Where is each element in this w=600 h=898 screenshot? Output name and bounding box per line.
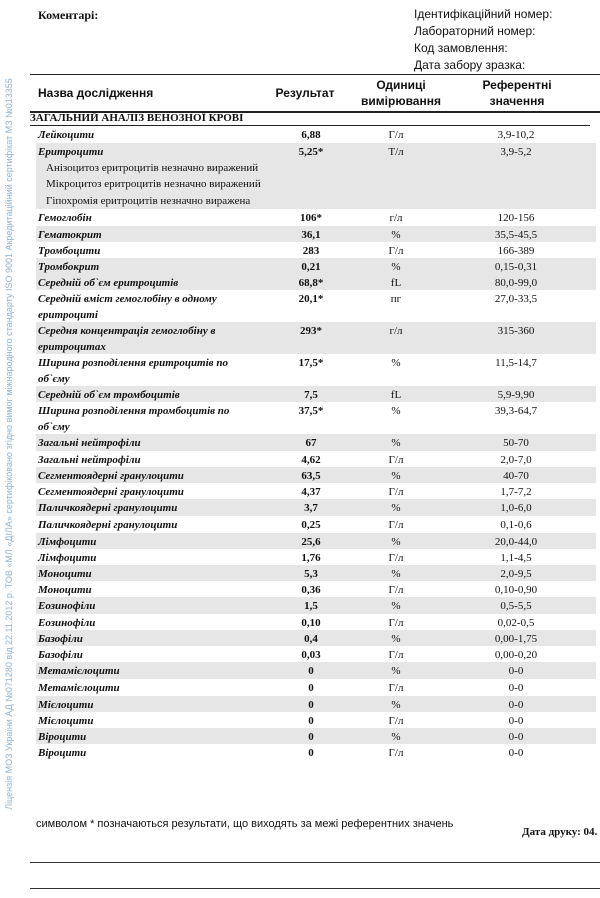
test-result: 67 bbox=[305, 437, 317, 449]
table-row bbox=[36, 679, 596, 696]
test-name: Сегментоядерні гранулоцити bbox=[38, 470, 184, 482]
test-reference: 1,1-4,5 bbox=[500, 552, 532, 564]
license-side-text: Ліцензія МОЗ України АД №071280 від 22.11.2012 р. ТОВ «МЛ «ДІЛА» сертифіковано згідно вимог міжнародного стандарту ISO 9001 Акредитаційний сертифікат МЗ №013355 bbox=[4, 78, 14, 810]
test-result: 0 bbox=[308, 699, 314, 711]
test-unit: fL bbox=[390, 277, 402, 289]
test-unit: Г/л bbox=[388, 552, 404, 564]
table-row bbox=[36, 322, 596, 354]
test-result: 293* bbox=[300, 325, 322, 337]
table-row bbox=[36, 467, 596, 483]
test-unit: Т/л bbox=[388, 146, 404, 158]
test-result: 3,7 bbox=[304, 502, 318, 514]
table-row bbox=[36, 386, 596, 402]
print-date: Дата друку: 04. bbox=[522, 826, 598, 838]
test-reference: 3,9-10,2 bbox=[497, 129, 535, 141]
test-result: 17,5* bbox=[298, 357, 324, 369]
test-reference: 0-0 bbox=[508, 715, 524, 727]
table-row bbox=[36, 402, 596, 434]
test-reference: 120-156 bbox=[497, 212, 535, 224]
test-name: Еозинофіли bbox=[38, 600, 96, 612]
footnote: символом * позначаються результати, що виходять за межі референтних значень bbox=[36, 818, 454, 830]
column-header-name: Назва дослідження bbox=[38, 86, 154, 100]
test-unit: fL bbox=[390, 389, 402, 401]
test-reference: 35,5-45,5 bbox=[494, 229, 538, 241]
test-result: 283 bbox=[302, 245, 320, 257]
test-unit: % bbox=[391, 229, 401, 241]
test-unit: % bbox=[391, 437, 401, 449]
table-row bbox=[36, 662, 596, 679]
test-result: 4,62 bbox=[301, 454, 321, 466]
test-reference: 2,0-7,0 bbox=[500, 454, 532, 466]
test-unit: Г/л bbox=[388, 584, 404, 596]
test-unit: Г/л bbox=[388, 245, 404, 257]
test-unit: % bbox=[391, 568, 401, 580]
test-result: 1,5 bbox=[304, 600, 318, 612]
table-row bbox=[36, 614, 596, 630]
test-reference: 0-0 bbox=[508, 747, 524, 759]
table-row bbox=[36, 354, 596, 386]
test-reference: 0,5-5,5 bbox=[500, 600, 532, 612]
test-reference: 1,0-6,0 bbox=[500, 502, 532, 514]
test-reference: 166-389 bbox=[497, 245, 535, 257]
test-reference: 0,10-0,90 bbox=[494, 584, 538, 596]
lab-number-label: Лабораторний номер: bbox=[414, 24, 536, 38]
test-unit: % bbox=[391, 502, 401, 514]
test-result: 0,36 bbox=[301, 584, 321, 596]
table-row bbox=[36, 126, 596, 143]
table-row bbox=[36, 533, 596, 549]
test-name: Середня концентрація гемоглобіну в еритроцитах bbox=[38, 325, 216, 353]
table-row bbox=[36, 258, 596, 274]
test-unit: Г/л bbox=[388, 747, 404, 759]
test-unit: Г/л bbox=[388, 519, 404, 531]
test-result: 36,1 bbox=[301, 229, 321, 241]
table-row bbox=[36, 549, 596, 565]
test-unit: % bbox=[391, 731, 401, 743]
test-name: Еозинофіли bbox=[38, 617, 96, 629]
test-reference: 0,1-0,6 bbox=[500, 519, 532, 531]
test-reference: 3,9-5,2 bbox=[500, 146, 532, 158]
test-unit: % bbox=[391, 405, 401, 417]
test-unit: % bbox=[391, 633, 401, 645]
table-row bbox=[36, 451, 596, 467]
test-reference: 50-70 bbox=[503, 437, 529, 449]
test-name: Загальні нейтрофіли bbox=[38, 437, 141, 449]
test-name: Середній об`єм тромбоцитів bbox=[38, 389, 180, 401]
test-unit: Г/л bbox=[388, 715, 404, 727]
test-reference: 40-70 bbox=[503, 470, 529, 482]
test-name: Тромбокрит bbox=[38, 261, 100, 273]
test-result: 0 bbox=[308, 747, 314, 759]
test-name: Базофіли bbox=[38, 649, 83, 661]
test-reference: 2,0-9,5 bbox=[500, 568, 532, 580]
test-unit: % bbox=[391, 600, 401, 612]
test-name: Мікроцитоз еритроцитів незначно виражений bbox=[46, 178, 261, 190]
test-name: Лейкоцити bbox=[38, 129, 95, 141]
test-result: 20,1* bbox=[298, 293, 324, 305]
test-name: Лімфоцити bbox=[38, 552, 97, 564]
test-reference: 0,02-0,5 bbox=[497, 617, 535, 629]
sample-date-label: Дата забору зразка: bbox=[414, 58, 526, 72]
test-reference: 315-360 bbox=[497, 325, 535, 337]
test-name: Анізоцитоз еритроцитів незначно виражений bbox=[46, 162, 259, 174]
test-name: Гемоглобін bbox=[38, 212, 92, 224]
test-result: 0 bbox=[308, 731, 314, 743]
test-unit: Г/л bbox=[388, 486, 404, 498]
table-row bbox=[36, 630, 596, 646]
test-name: Метамієлоцити bbox=[38, 665, 120, 677]
test-name: Паличкоядерні гранулоцити bbox=[38, 502, 178, 514]
test-reference: 5,9-9,90 bbox=[497, 389, 535, 401]
test-result: 5,3 bbox=[304, 568, 318, 580]
test-result: 0,03 bbox=[301, 649, 321, 661]
test-reference: 80,0-99,0 bbox=[494, 277, 538, 289]
table-note-row bbox=[36, 192, 596, 209]
test-result: 0,4 bbox=[304, 633, 318, 645]
test-reference: 0-0 bbox=[508, 682, 524, 694]
results-table bbox=[36, 126, 596, 760]
test-name: Мієлоцити bbox=[38, 715, 94, 727]
test-unit: % bbox=[391, 699, 401, 711]
test-result: 0 bbox=[308, 715, 314, 727]
table-row bbox=[36, 274, 596, 290]
test-name: Мієлоцити bbox=[38, 699, 94, 711]
test-unit: пг bbox=[390, 293, 402, 305]
test-unit: г/л bbox=[389, 325, 403, 337]
test-reference: 39,3-64,7 bbox=[494, 405, 538, 417]
test-result: 5,25* bbox=[298, 146, 324, 158]
table-row bbox=[36, 290, 596, 322]
test-reference: 0,00-0,20 bbox=[494, 649, 538, 661]
test-name: Еритроцити bbox=[38, 146, 104, 158]
test-unit: г/л bbox=[389, 212, 403, 224]
test-name: Середній об`єм еритроцитів bbox=[38, 277, 179, 289]
test-result: 0,25 bbox=[301, 519, 321, 531]
column-header-reference: Референтні значення bbox=[482, 78, 552, 108]
test-name: Моноцити bbox=[38, 568, 92, 580]
test-result: 0 bbox=[308, 665, 314, 677]
test-result: 63,5 bbox=[301, 470, 321, 482]
table-row bbox=[36, 597, 596, 614]
test-name: Загальні нейтрофіли bbox=[38, 454, 141, 466]
sample-identifiers bbox=[414, 6, 552, 74]
test-name: Лімфоцити bbox=[38, 536, 97, 548]
table-row bbox=[36, 226, 596, 242]
test-name: Метамієлоцити bbox=[38, 682, 120, 694]
test-reference: 0,00-1,75 bbox=[494, 633, 538, 645]
test-result: 7,5 bbox=[304, 389, 318, 401]
test-result: 25,6 bbox=[301, 536, 321, 548]
test-result: 0,21 bbox=[301, 261, 321, 273]
test-result: 0 bbox=[308, 682, 314, 694]
table-row bbox=[36, 696, 596, 712]
table-row bbox=[36, 483, 596, 499]
test-unit: Г/л bbox=[388, 649, 404, 661]
test-result: 106* bbox=[300, 212, 322, 224]
test-result: 4,37 bbox=[301, 486, 321, 498]
bottom-divider bbox=[30, 888, 600, 889]
test-unit: Г/л bbox=[388, 682, 404, 694]
test-reference: 0-0 bbox=[508, 731, 524, 743]
signature-line bbox=[30, 862, 600, 863]
test-unit: % bbox=[391, 536, 401, 548]
test-name: Тромбоцити bbox=[38, 245, 101, 257]
test-unit: % bbox=[391, 470, 401, 482]
test-unit: Г/л bbox=[388, 617, 404, 629]
test-reference: 11,5-14,7 bbox=[495, 357, 537, 369]
test-name: Віроцити bbox=[38, 747, 87, 759]
table-note-row bbox=[36, 175, 596, 192]
table-row bbox=[36, 242, 596, 258]
table-note-row bbox=[36, 159, 596, 175]
test-name: Ширина розподілення тромбоцитів по об`єму bbox=[38, 405, 230, 433]
test-reference: 0-0 bbox=[508, 665, 524, 677]
section-title: ЗАГАЛЬНИЙ АНАЛІЗ ВЕНОЗНОЇ КРОВІ bbox=[30, 111, 590, 126]
table-row bbox=[36, 744, 596, 760]
test-name: Сегментоядерні гранулоцити bbox=[38, 486, 184, 498]
test-result: 1,76 bbox=[301, 552, 321, 564]
test-result: 6,88 bbox=[301, 129, 321, 141]
test-reference: 27,0-33,5 bbox=[494, 293, 538, 305]
id-number-label: Ідентифікаційний номер: bbox=[414, 7, 553, 21]
table-row bbox=[36, 516, 596, 533]
test-unit: % bbox=[391, 357, 401, 369]
comments-label: Коментарі: bbox=[38, 8, 99, 22]
column-header-units: Одиниці вимірювання bbox=[361, 78, 441, 108]
test-unit: % bbox=[391, 261, 401, 273]
test-result: 0,10 bbox=[301, 617, 321, 629]
test-unit: Г/л bbox=[388, 129, 404, 141]
test-name: Віроцити bbox=[38, 731, 87, 743]
test-name: Ширина розподілення еритроцитів по об`єму bbox=[38, 357, 228, 385]
test-name: Гематокрит bbox=[38, 229, 102, 241]
test-reference: 20,0-44,0 bbox=[494, 536, 538, 548]
test-result: 37,5* bbox=[298, 405, 324, 417]
test-reference: 0,15-0,31 bbox=[494, 261, 538, 273]
table-row bbox=[36, 499, 596, 516]
table-row bbox=[36, 646, 596, 662]
table-row bbox=[36, 143, 596, 159]
test-unit: Г/л bbox=[388, 454, 404, 466]
table-row bbox=[36, 728, 596, 744]
test-result: 68,8* bbox=[298, 277, 324, 289]
test-name: Моноцити bbox=[38, 584, 92, 596]
test-name: Базофіли bbox=[38, 633, 83, 645]
column-header-result: Результат bbox=[275, 86, 335, 100]
table-row bbox=[36, 434, 596, 451]
test-name: Гіпохромія еритроцитів незначно виражена bbox=[46, 195, 251, 207]
table-header bbox=[30, 74, 600, 113]
test-name: Паличкоядерні гранулоцити bbox=[38, 519, 178, 531]
table-row bbox=[36, 581, 596, 597]
test-unit: % bbox=[391, 665, 401, 677]
test-reference: 0-0 bbox=[508, 699, 524, 711]
test-reference: 1,7-7,2 bbox=[500, 486, 532, 498]
table-row bbox=[36, 209, 596, 226]
order-code-label: Код замовлення: bbox=[414, 41, 508, 55]
test-name: Середній вміст гемоглобіну в одному еритроциті bbox=[38, 293, 217, 321]
table-row bbox=[36, 565, 596, 581]
table-row bbox=[36, 712, 596, 728]
